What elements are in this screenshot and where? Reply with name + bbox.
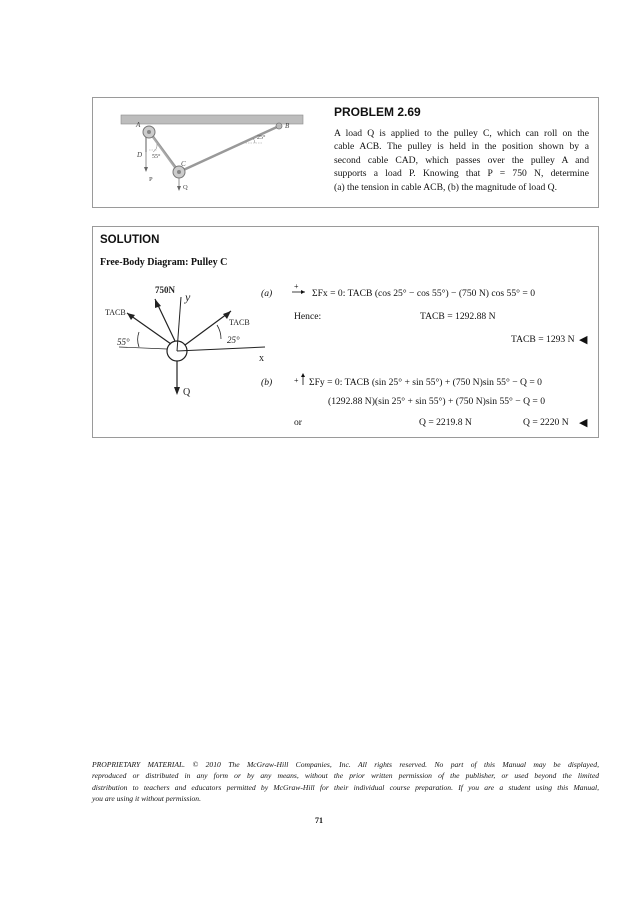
footer-line: distribution to teachers and educators permitted by McGraw-Hill for their individual course preparation. If you are a student using this Manual, — [92, 782, 599, 792]
problem-box — [92, 97, 599, 208]
part-a-equation: ΣFx = 0: TACB (cos 25° − cos 55°) − (750 N) cos 55° = 0 — [312, 288, 535, 299]
fig-label-a: A — [136, 121, 141, 129]
problem-line: A load Q is applied to the pulley C, which can roll on the — [334, 128, 589, 139]
fbd-label-25: 25° — [227, 335, 240, 345]
fbd-label-750n: 750N — [155, 285, 175, 295]
fig-label-c: C — [181, 160, 186, 168]
svg-text:+: + — [294, 376, 299, 385]
footer-line: PROPRIETARY MATERIAL. © 2010 The McGraw-Hill Companies, Inc. All rights reserved. No part of this Manual may be displayed, — [92, 760, 599, 769]
footer-line: reproduced or distributed in any form or by any means, without the prior written permission of the publisher, or used beyond the limited — [92, 771, 599, 781]
fbd-x-axis — [177, 347, 265, 351]
fig-label-b: B — [285, 122, 290, 130]
part-a-sign-arrow-icon — [291, 283, 307, 298]
problem-line: supports a load P. Knowing that P = 750 N, determine — [334, 168, 589, 180]
load-p-arrow — [144, 167, 148, 172]
cable-cb — [179, 127, 277, 172]
page-number: 71 — [315, 816, 323, 825]
load-q-arrow — [177, 186, 181, 191]
fbd-y-axis — [177, 297, 181, 351]
fig-angle-25: 25° — [257, 135, 266, 141]
part-a-answer-marker: ◀ — [579, 334, 588, 346]
fbd-label-tension-right: TACB — [229, 318, 250, 327]
part-a-hence-value: TACB = 1292.88 N — [420, 311, 496, 322]
free-body-diagram — [99, 277, 279, 407]
problem-figure — [113, 110, 313, 200]
part-a-label: (a) — [261, 288, 273, 299]
problem-line: (a) the tension in cable ACB, (b) the magnitude of load Q. — [334, 181, 557, 193]
svg-text:+: + — [294, 283, 299, 291]
fbd-label-q: Q — [183, 387, 191, 398]
part-a-hence-label: Hence: — [294, 311, 322, 322]
solution-title: SOLUTION — [100, 234, 160, 246]
part-b-label: (b) — [261, 377, 273, 388]
part-b-equation-2: (1292.88 N)(sin 25° + sin 55°) + (750 N)sin 55° − Q = 0 — [328, 396, 546, 407]
solution-box — [92, 226, 599, 438]
copyright-footer — [92, 759, 599, 805]
problem-statement — [334, 127, 589, 194]
support-b — [276, 123, 282, 129]
problem-line: second cable CAD, which passes over the pulley A and — [334, 154, 589, 166]
part-a-answer: TACB = 1293 N — [511, 334, 575, 345]
problem-line: cable ACB. The pulley is held in the position shown by a — [334, 141, 589, 153]
part-b-sign-arrow-icon — [294, 372, 306, 389]
part-b-q-value: Q = 2219.8 N — [419, 417, 472, 428]
fig-label-q: Q — [183, 184, 188, 191]
fig-label-p: P — [149, 176, 153, 183]
fbd-label-tension-left: TACB — [105, 308, 126, 317]
part-b-or-label: or — [294, 417, 302, 428]
fig-label-d: D — [137, 151, 143, 159]
part-b-answer-marker: ◀ — [579, 417, 588, 429]
ceiling-beam — [121, 115, 303, 124]
fig-angle-55: 55° — [152, 154, 161, 160]
fbd-label-x: x — [259, 353, 264, 364]
fbd-label-y: y — [185, 290, 191, 304]
fbd-title: Free-Body Diagram: Pulley C — [100, 257, 228, 268]
part-b-answer: Q = 2220 N — [523, 417, 569, 428]
problem-title: PROBLEM 2.69 — [334, 105, 421, 119]
fbd-tension-right-arrow — [185, 311, 231, 345]
part-b-equation-1: ΣFy = 0: TACB (sin 25° + sin 55°) + (750 N)sin 55° − Q = 0 — [309, 377, 542, 388]
footer-line: you are using it without permission. — [92, 794, 201, 804]
fbd-label-55: 55° — [117, 337, 130, 347]
